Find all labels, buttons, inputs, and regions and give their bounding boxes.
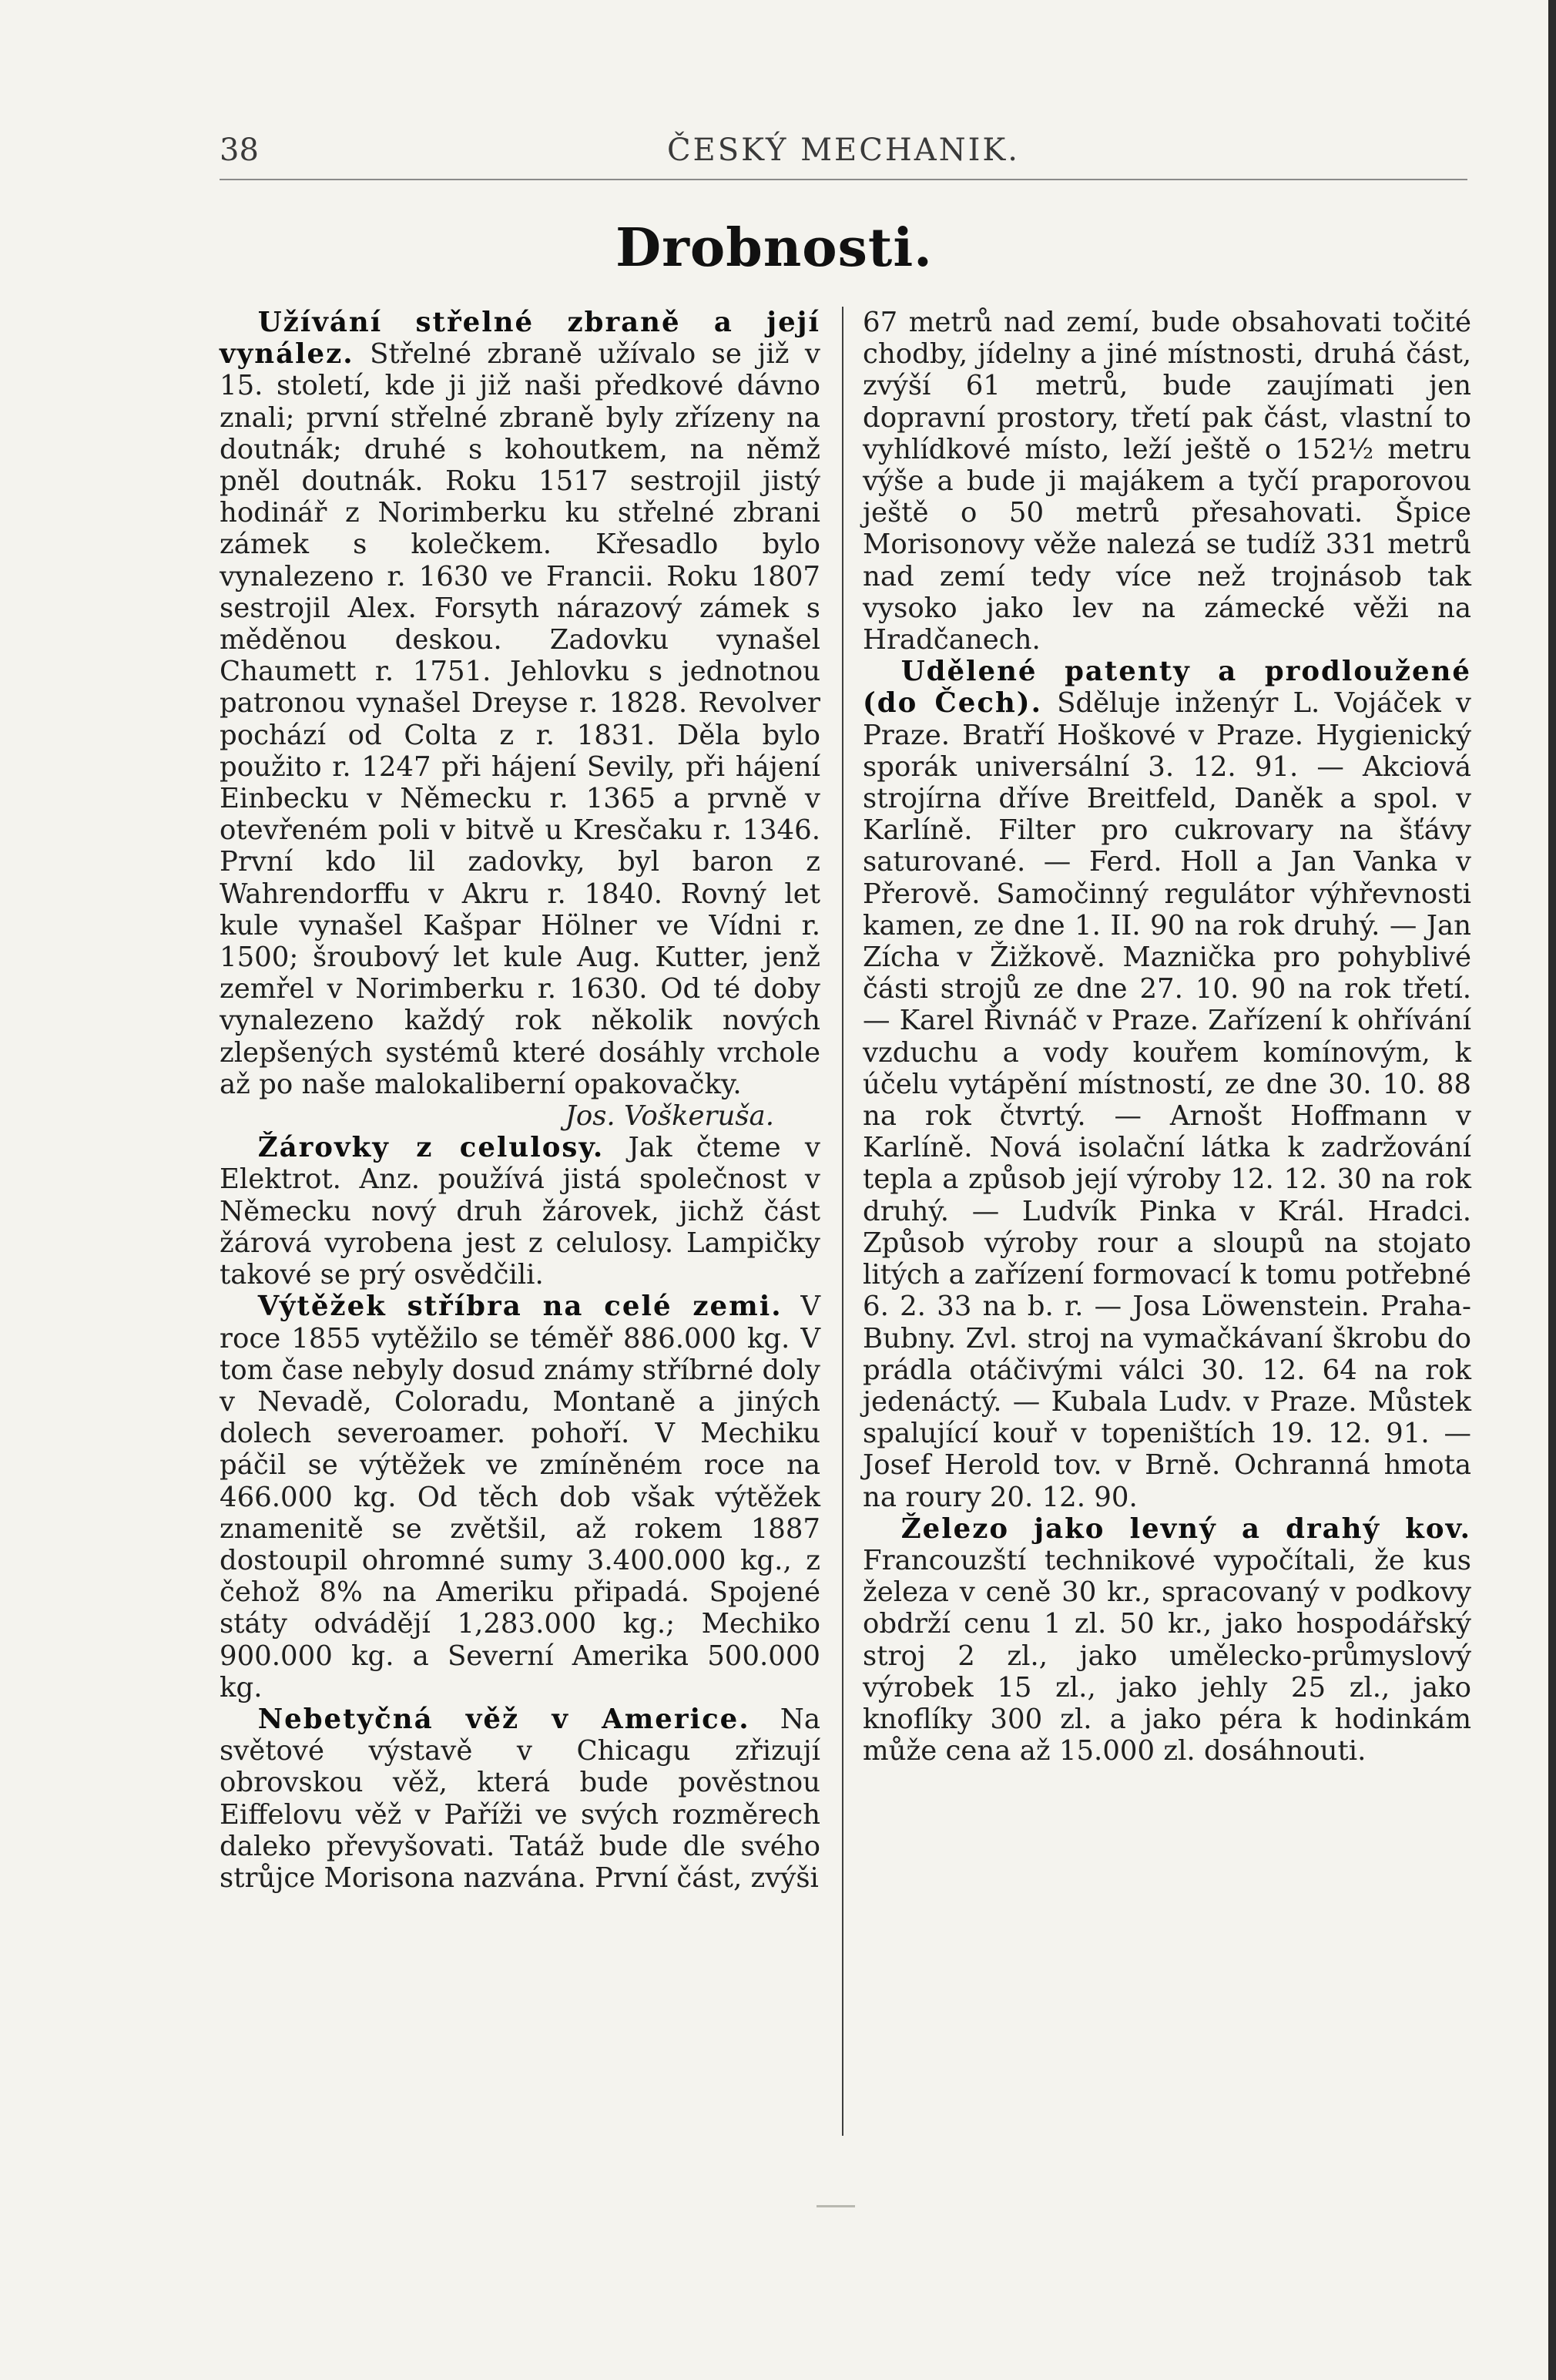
section-title: Drobnosti. [615,217,933,279]
article-heading: Výtěžek stříbra na celé zemi. [257,1291,783,1323]
article-patents [863,656,1471,1512]
article-tower-continued: 67 metrů nad zemí, bude obsahovati točité chodby, jídelny a jiné místnosti, druhá část, zvýší 61 metrů, bude zaujímati jen dopravní prostory, třetí pak část, vlastní to vyhlídkové místo, leží ještě o 152½ metru výše a bude ji majákem a tyčí praporovou ještě o 50 metrů přesahovati. Špice Morisonovy věže nalezá se tudíž 331 metrů nad zemí tedy více než trojnásob tak vysoko jako lev na zámecké věži na Hradčanech. [863,307,1471,656]
article-text: V roce 1855 vytěžilo se téměř 886.000 kg. V tom čase nebyly dosud známy stříbrné doly v Nevadě, Coloradu, Montaně a jiných dolech severoamer. pohoří. V Mechiku páčil se výtěžek ve zmíněném roce na 466.000 kg. Od těch dob však výtěžek znamenitě se zvětšil, až rokem 1887 dostoupil ohromné sumy 3.400.000 kg., z čehož 8% na Ameriku připadá. Spojené státy odvádějí 1,283.000 kg.; Mechiko 900.000 kg. a Severní Amerika 500.000 kg. [220,1291,820,1704]
article-tower [220,1704,820,1894]
article-firearms [220,307,820,1100]
article-text: Jak čteme v Elektrot. Anz. používá jistá společnost v Německu nový druh žárovek, jichž část žárová vyrobena jest z celulosy. Lampičky takové se prý osvědčili. [220,1132,820,1291]
article-text: Střelné zbraně užívalo se již v 15. století, kde ji již naši předkové dávno znali; první střelné zbraně byly zřízeny na doutnák; druhé s kohoutkem, na němž pněl doutnák. Roku 1517 sestrojil jistý hodinář z Norimberku ku střelné zbrani zámek s kolečkem. Křesadlo bylo vynalezeno r. 1630 ve Francii. Roku 1807 sestrojil Alex. Forsyth nárazový zámek s měděnou deskou. Zadovku vynašel Chaumett r. 1751. Jehlovku s jednotnou patronou vynašel Dreyse r. 1828. Revolver pochází od Colta z r. 1831. Děla bylo použito r. 1247 při hájení Sevily, při hájení Einbecku v Německu r. 1365 a prvně v otevřeném poli v bitvě u Kresčaku r. 1346. První kdo lil zadovky, byl baron z Wahrendorffu v Akru r. 1840. Rovný let kule vynašel Kašpar Hölner ve Vídni r. 1500; šroubový let kule Aug. Kutter, jenž zemřel v Norimberku r. 1630. Od té doby vynalezeno každý rok několik nových zlepšených systémů které dosáhly vrchole až po naše malokaliberní opakovačky. [220,338,820,1100]
article-heading: Železo jako levný a drahý kov. [900,1512,1471,1545]
article-heading: Žárovky z celulosy. [257,1132,605,1164]
article-heading: Udělené patenty a prodloužené (do Čech). [863,656,1471,720]
article-signature: Jos. Voškeruša. [565,1100,774,1133]
running-title: ČESKÝ MECHANIK. [666,133,1021,168]
article-text: Francouzští technikové vypočítali, že kus železa v ceně 30 kr., spracovaný v podkovy obdrží cenu 1 zl. 50 kr., jako hospodářský stroj 2 zl., jako umělecko-průmyslový výrobek 15 zl., jako jehly 25 zl., jako knoflíky 300 zl. a jako péra k hodinkám může cena až 15.000 zl. dosáhnouti. [863,1544,1471,1767]
article-heading: Nebetyčná věž v Americe. [257,1703,750,1735]
footer-mark [817,2205,855,2207]
article-iron [863,1513,1471,1767]
article-silver [220,1291,820,1704]
page-number: 38 [220,133,259,168]
page-header [220,133,1467,179]
article-bulbs [220,1132,820,1291]
left-column [220,307,820,1894]
article-text: Na světové výstavě v Chicagu zřizují obrovskou věž, která bude pověstnou Eiffelovu věž v Paříži ve svých rozměrech daleko převyšovati. Tatáž bude dle svého strůjce Morisona nazvána. První část, zvýši [220,1703,820,1894]
article-heading: Užívání střelné zbraně a její vynález. [220,307,820,371]
article-text: Sděluje inženýr L. Vojáček v Praze. Bratří Hoškové v Praze. Hygienický sporák universální 3. 12. 91. — Akciová strojírna dříve Breitfeld, Daněk a spol. v Karlíně. Filter pro cukrovary na šťávy saturované. — Ferd. Holl a Jan Vanka v Přerově. Samočinný regulátor výhřevnosti kamen, ze dne 1. II. 90 na rok druhý. — Jan Zícha v Žižkově. Maznička pro pohyblivé části strojů ze dne 27. 10. 90 na rok třetí. — Karel Řivnáč v Praze. Zařízení k ohřívání vzduchu a vody kouřem komínovým, k účelu vytápění místností, ze dne 30. 10. 88 na rok čtvrtý. — Arnošt Hoffmann v Karlíně. Nová isolační látka k zadržování tepla a způsob její výroby 12. 12. 30 na rok druhý. — Ludvík Pinka v Král. Hradci. Způsob výroby rour a sloupů na stojato litých a zařízení formovací k tomu potřebné 6. 2. 33 na b. r. — Josa Löwenstein. Praha-Bubny. Zvl. stroj na vymačkávaní škrobu do prádla otáčivými válci 30. 12. 64 na rok jedenáctý. — Kubala Ludv. v Praze. Můstek spalující kouř v topeništích 19. 12. 91. — Josef Herold tov. v Brně. Ochranná hmota na roury 20. 12. 90. [863,687,1471,1513]
right-column [863,307,1471,1767]
column-divider [842,307,843,2136]
header-rule [220,179,1467,180]
